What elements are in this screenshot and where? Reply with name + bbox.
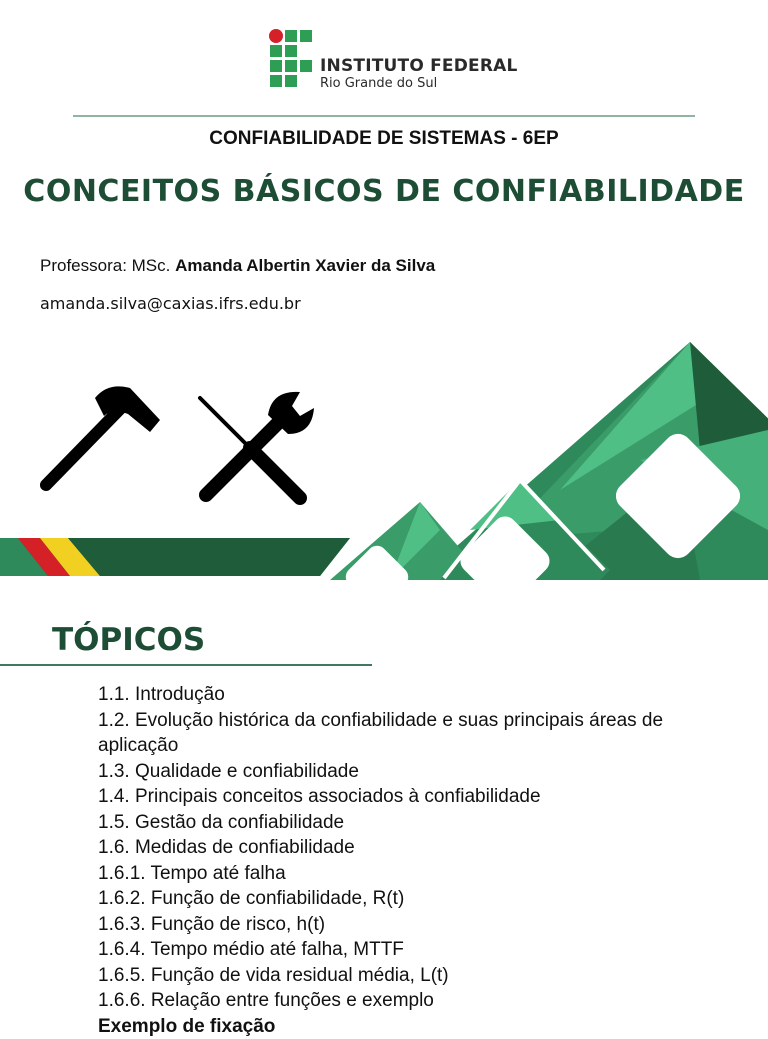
list-item: 1.6. Medidas de confiabilidade — [98, 835, 748, 861]
list-item: 1.6.2. Função de confiabilidade, R(t) — [98, 886, 748, 912]
flag-stripe — [0, 538, 350, 576]
professor-name: Amanda Albertin Xavier da Silva — [175, 256, 435, 275]
main-title: CONCEITOS BÁSICOS DE CONFIABILIDADE — [0, 174, 768, 209]
list-item: 1.6.4. Tempo médio até falha, MTTF — [98, 937, 748, 963]
list-item: 1.3. Qualidade e confiabilidade — [98, 759, 748, 785]
list-item: 1.4. Principais conceitos associados à confiabilidade — [98, 784, 748, 810]
list-item: 1.6.5. Função de vida residual média, L(t) — [98, 963, 748, 989]
list-item: 1.1. Introdução — [98, 682, 748, 708]
hammer-icon — [46, 386, 160, 485]
campus-name: Rio Grande do Sul — [320, 76, 437, 91]
list-item: 1.6.1. Tempo até falha — [98, 861, 748, 887]
list-item: 1.2. Evolução histórica da confiabilidade e suas principais áreas de aplicação — [98, 708, 748, 759]
geometric-decoration — [330, 342, 768, 580]
header-divider — [73, 115, 695, 117]
list-item: 1.6.3. Função de risco, h(t) — [98, 912, 748, 938]
list-item: Exemplo de fixação — [98, 1014, 748, 1039]
screwdriver-wrench-icon — [200, 392, 314, 498]
professor-email: amanda.silva@caxias.ifrs.edu.br — [40, 294, 301, 313]
professor-prefix: Professora: MSc. — [40, 256, 170, 275]
topics-divider — [0, 664, 372, 666]
list-item: 1.6.6. Relação entre funções e exemplo — [98, 988, 748, 1014]
list-item: 1.5. Gestão da confiabilidade — [98, 810, 748, 836]
course-title: CONFIABILIDADE DE SISTEMAS - 6EP — [0, 128, 768, 150]
topics-title: TÓPICOS — [52, 622, 205, 658]
topics-list — [98, 682, 748, 1039]
institution-name: INSTITUTO FEDERAL — [320, 56, 518, 76]
professor-line — [40, 256, 435, 276]
decorative-banner — [0, 330, 768, 580]
